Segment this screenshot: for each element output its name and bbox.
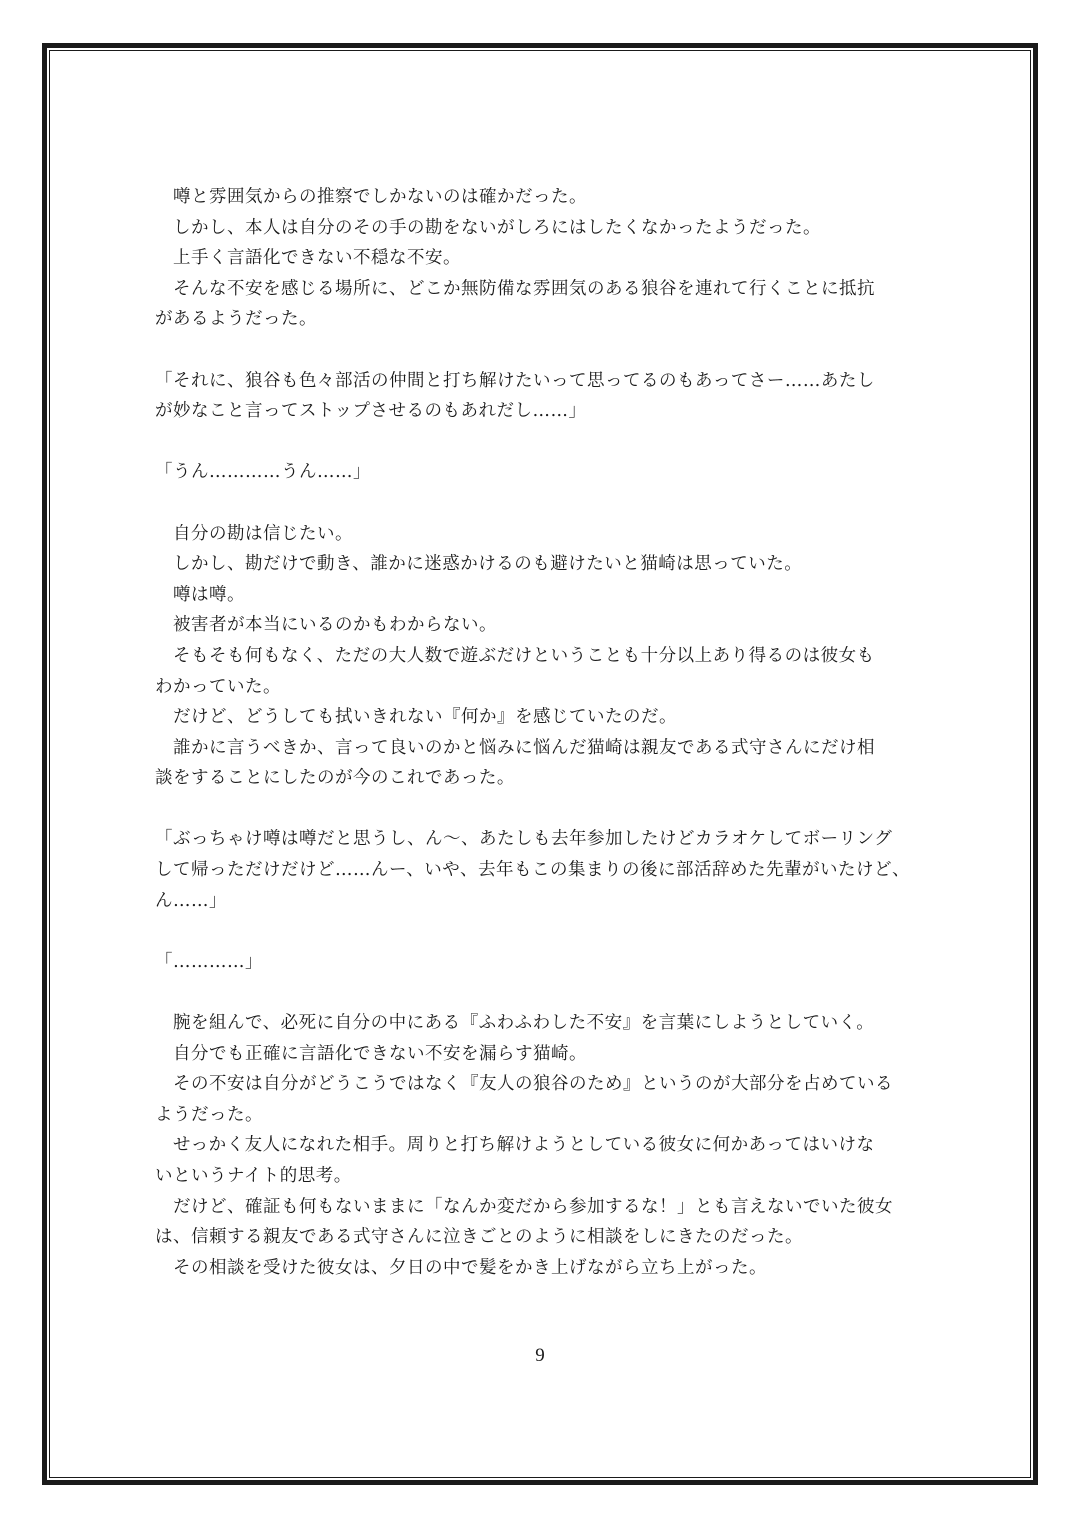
blank-line: [155, 977, 945, 1008]
dialogue-line: 「…………」: [155, 951, 263, 972]
text-line: いというナイト的思考。: [155, 1166, 352, 1186]
text-line: しかし、勘だけで動き、誰かに迷惑かけるのも避けたいと猫崎は思っていた。: [155, 554, 803, 575]
text-line: 腕を組んで、必死に自分の中にある『ふわふわした不安』を言葉にしようとしていく。: [155, 1013, 875, 1034]
dialogue-line: 「うん…………うん……」: [155, 462, 371, 483]
page-number: 9: [535, 1345, 545, 1366]
text-line: 談をすることにしたのが今のこれであった。: [155, 768, 515, 789]
text-line: わかっていた。: [155, 676, 281, 697]
blank-line: [155, 916, 945, 947]
text-line: 自分でも正確に言語化できない不安を漏らす猫崎。: [155, 1043, 587, 1064]
text-line: は、信頼する親友である式守さんに泣きごとのように相談をしにきたのだった。: [155, 1227, 803, 1248]
text-line: せっかく友人になれた相手。周りと打ち解けようとしている彼女に何かあってはいけな: [155, 1135, 875, 1156]
dialogue-line: が妙なこと言ってストップさせるのもあれだし……」: [155, 401, 587, 422]
text-line: 上手く言語化できない不穏な不安。: [155, 248, 461, 269]
text-line: ようだった。: [155, 1104, 263, 1125]
text-line: 被害者が本当にいるのかもわからない。: [155, 615, 497, 636]
text-line: しかし、本人は自分のその手の勘をないがしろにはしたくなかったようだった。: [155, 217, 821, 238]
text-line: があるようだった。: [155, 309, 317, 330]
blank-line: [155, 794, 945, 825]
text-line: その不安は自分がどうこうではなく『友人の狼谷のため』というのが大部分を占めている: [155, 1074, 893, 1095]
page-body-text: [155, 182, 945, 1283]
dialogue-line: して帰っただけだけど……んー、いや、去年もこの集まりの後に部活辞めた先輩がいたけど、: [155, 860, 910, 881]
blank-line: [155, 488, 945, 519]
dialogue-line: 「それに、狼谷も色々部活の仲間と打ち解けたいって思ってるのもあってさー……あたし: [155, 370, 875, 391]
text-line: そもそも何もなく、ただの大人数で遊ぶだけということも十分以上あり得るのは彼女も: [155, 645, 875, 666]
text-line: だけど、どうしても拭いきれない『何か』を感じていたのだ。: [155, 707, 677, 728]
dialogue-line: ん……」: [155, 890, 227, 911]
blank-line: [155, 335, 945, 366]
text-line: その相談を受けた彼女は、夕日の中で髪をかき上げながら立ち上がった。: [155, 1257, 767, 1278]
text-line: 噂は噂。: [155, 584, 245, 605]
text-line: そんな不安を感じる場所に、どこか無防備な雰囲気のある狼谷を連れて行くことに抵抗: [155, 278, 875, 299]
text-line: 噂と雰囲気からの推察でしかないのは確かだった。: [155, 187, 587, 207]
text-line: 自分の勘は信じたい。: [155, 523, 353, 544]
text-line: だけど、確証も何もないままに「なんか変だから参加するな！」とも言えないでいた彼女: [155, 1196, 893, 1217]
text-line: 誰かに言うべきか、言って良いのかと悩みに悩んだ猫崎は親友である式守さんにだけ相: [155, 737, 875, 758]
blank-line: [155, 427, 945, 458]
dialogue-line: 「ぶっちゃけ噂は噂だと思うし、ん〜、あたしも去年参加したけどカラオケしてボーリング: [155, 829, 893, 850]
